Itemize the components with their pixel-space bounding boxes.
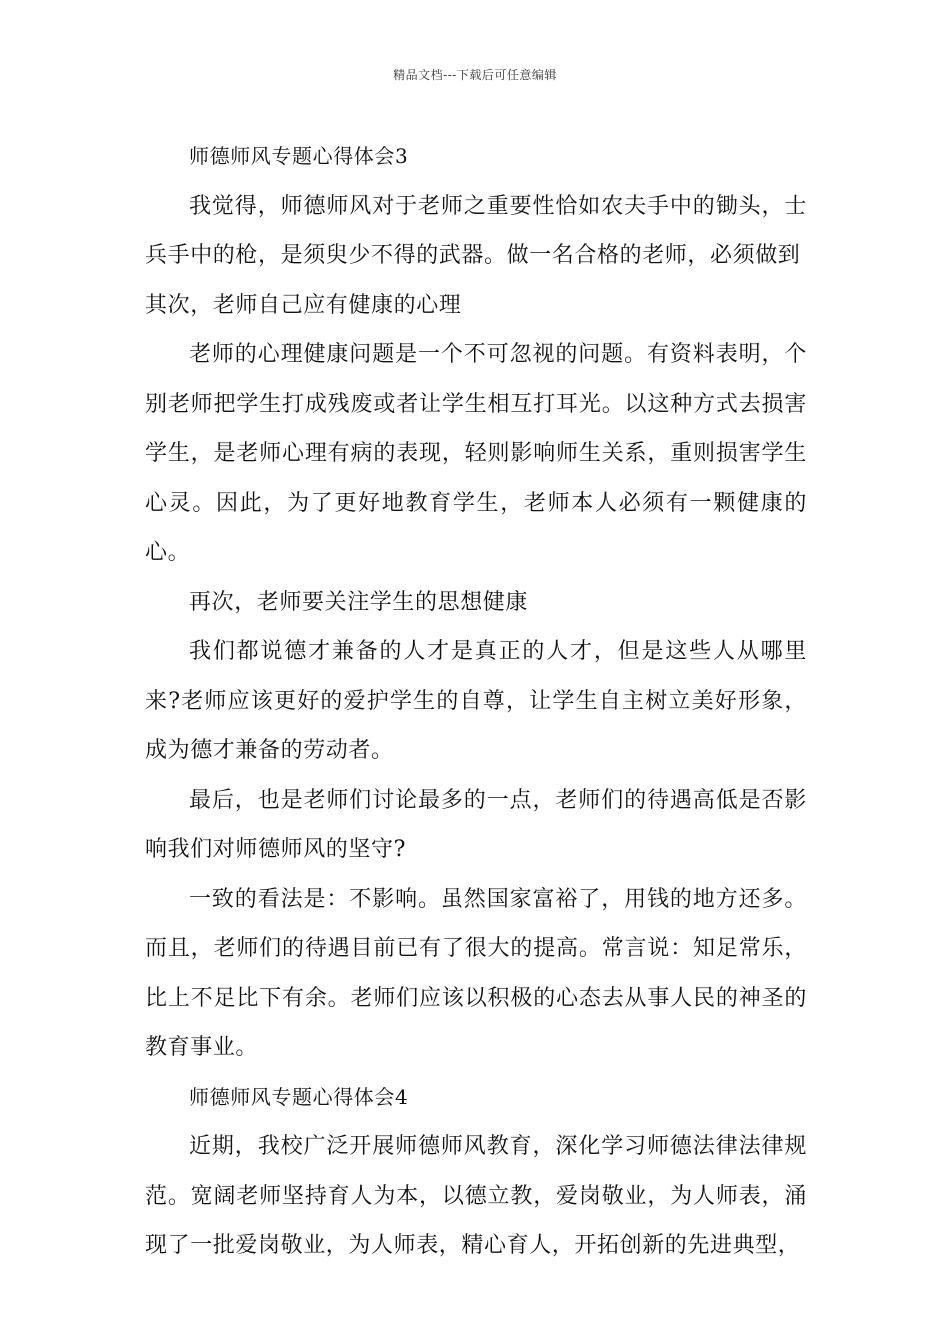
- section-heading-3: 师德师风专题心得体会3: [189, 144, 409, 168]
- document-body: [145, 132, 807, 1271]
- paragraph: 我觉得，师德师风对于老师之重要性恰如农夫手中的锄头，士兵手中的枪，是须臾少不得的武器。做一名合格的老师，必须做到: [145, 193, 807, 268]
- paragraph: 其次，老师自己应有健康的心理: [145, 292, 462, 318]
- page-header: 精品文档---下载后可任意编辑: [393, 68, 557, 82]
- paragraph: 一致的看法是：不影响。虽然国家富裕了，用钱的地方还多。而且，老师们的待遇目前已有了很大的提高。常言说：知足常乐，比上不足比下有余。老师们应该以积极的心态去从事人民的神圣的教育事业。: [145, 886, 807, 1060]
- paragraph: 最后，也是老师们讨论最多的一点，老师们的待遇高低是否影响我们对师德师风的坚守?: [145, 787, 807, 862]
- paragraph: 近期，我校广泛开展师德师风教育，深化学习师德法律法律规范。宽阔老师坚持育人为本，以德立教，爱岗敬业，为人师表，涌现了一批爱岗敬业，为人师表，精心育人，开拓创新的先进典型，: [145, 1134, 807, 1258]
- paragraph: 我们都说德才兼备的人才是真正的人才，但是这些人从哪里来?老师应该更好的爱护学生的自尊，让学生自主树立美好形象，成为德才兼备的劳动者。: [145, 639, 807, 763]
- paragraph: 老师的心理健康问题是一个不可忽视的问题。有资料表明，个别老师把学生打成残废或者让学生相互打耳光。以这种方式去损害学生，是老师心理有病的表现，轻则影响师生关系，重则损害学生心灵。因此，为了更好地教育学生，老师本人必须有一颗健康的心。: [145, 342, 807, 565]
- section-heading-4: 师德师风专题心得体会4: [189, 1084, 409, 1109]
- paragraph: 再次，老师要关注学生的思想健康: [189, 589, 529, 615]
